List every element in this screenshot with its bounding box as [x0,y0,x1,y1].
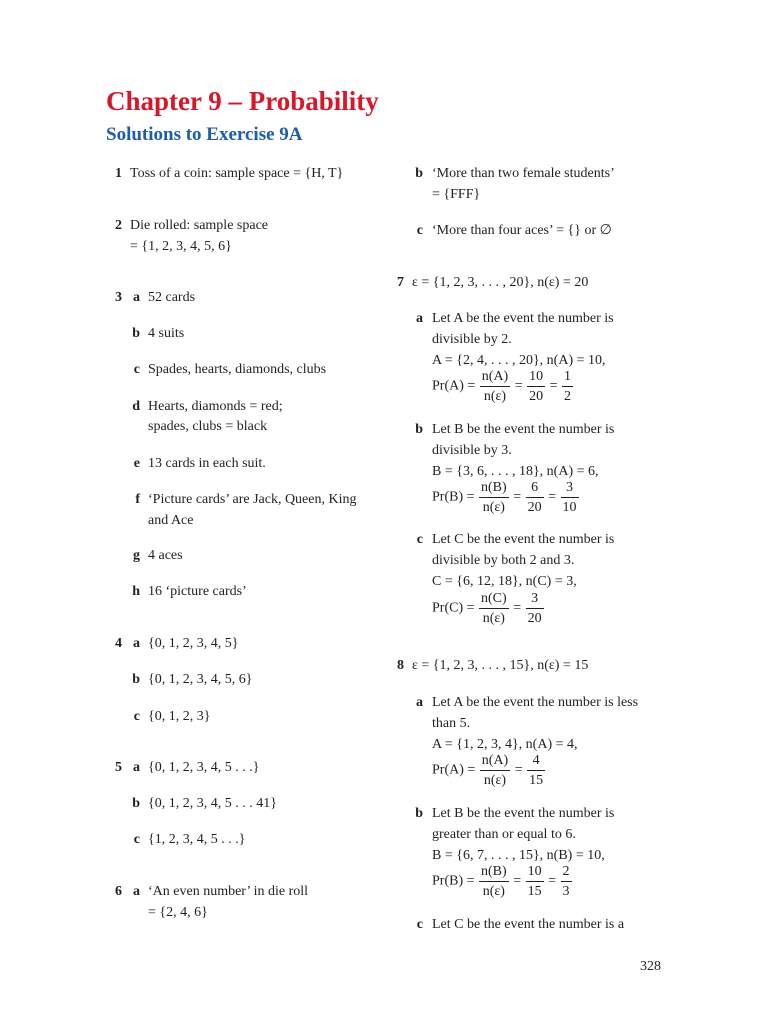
part-text: divisible by 3. [432,443,512,458]
answer-text: Toss of a coin: sample space = {H, T} [130,166,344,181]
fraction [479,478,509,517]
section-title: Solutions to Exercise 9A [106,124,303,145]
fraction [527,367,545,406]
fraction-denominator: 20 [527,611,542,626]
question-number: 6 [115,884,122,899]
eq-lhs: Pr(B) = [432,873,475,889]
part-text: Let C be the event the number is a [432,917,625,932]
part-letter: e [133,456,140,471]
probability-equation [432,367,574,406]
fraction-numerator: n(A) [480,751,510,771]
probability-equation [432,862,573,901]
part-text: {0, 1, 2, 3, 4, 5, 6} [148,672,253,687]
fraction-numerator: n(B) [479,862,509,882]
fraction-denominator: n(ε) [482,884,505,899]
part-letter: b [132,796,140,811]
part-text: A = {1, 2, 3, 4}, n(A) = 4, [432,737,578,752]
fraction-denominator: n(ε) [482,611,505,626]
answer-text: = {1, 2, 3, 4, 5, 6} [130,239,232,254]
part-letter: a [133,290,140,305]
question-number: 1 [115,166,122,181]
fraction-numerator: 2 [561,862,572,882]
eq-lhs: Pr(A) = [432,762,476,778]
question-number: 2 [115,218,122,233]
part-text: A = {2, 4, . . . , 20}, n(A) = 10, [432,353,606,368]
part-text: divisible by 2. [432,332,512,347]
equals-sign: = [514,378,523,394]
part-text: {0, 1, 2, 3, 4, 5 . . . 41} [148,796,277,811]
part-text: Let B be the event the number is [432,422,615,437]
part-text: Spades, hearts, diamonds, clubs [148,362,327,377]
equals-sign: = [513,873,522,889]
part-text: than 5. [432,716,471,731]
part-text: divisible by both 2 and 3. [432,553,575,568]
eq-lhs: Pr(A) = [432,378,476,394]
part-text: 52 cards [148,290,196,305]
part-text: Let A be the event the number is [432,311,614,326]
equals-sign: = [548,489,556,505]
fraction-numerator: 4 [527,751,545,771]
part-letter: g [133,548,140,563]
part-letter: b [415,806,423,821]
question-number: 7 [397,275,404,290]
part-letter: f [135,492,140,507]
fraction-denominator: 20 [529,389,544,404]
part-letter: b [415,166,423,181]
question-number: 3 [115,290,122,305]
fraction-denominator: 3 [562,884,570,899]
fraction-numerator: n(C) [479,589,509,609]
part-letter: d [132,399,140,414]
part-text: spades, clubs = black [148,419,268,434]
fraction [479,862,509,901]
fraction-denominator: 15 [529,773,544,788]
part-letter: c [416,532,423,547]
part-letter: b [132,326,140,341]
fraction [479,589,509,628]
question-header: ε = {1, 2, 3, . . . , 20}, n(ε) = 20 [412,275,589,290]
question-number: 4 [115,636,122,651]
part-text: = {FFF} [432,187,481,202]
part-text: = {2, 4, 6} [148,905,208,920]
fraction-denominator: 10 [562,500,577,515]
part-letter: c [133,362,140,377]
answer-text: Die rolled: sample space [130,218,269,233]
part-text: ‘More than four aces’ = {} or ∅ [432,223,612,238]
equals-sign: = [513,489,522,505]
question-header: ε = {1, 2, 3, . . . , 15}, n(ε) = 15 [412,658,589,673]
fraction-numerator: 3 [526,589,544,609]
part-text: {0, 1, 2, 3, 4, 5 . . .} [148,760,260,775]
part-letter: c [133,709,140,724]
fraction-numerator: 1 [562,367,573,387]
fraction [526,478,544,517]
fraction [561,478,579,517]
fraction-denominator: n(ε) [482,500,505,515]
fraction-numerator: n(B) [479,478,509,498]
question-number: 8 [397,658,404,673]
fraction [527,751,545,790]
part-text: 16 ‘picture cards’ [148,584,247,599]
eq-lhs: Pr(B) = [432,489,475,505]
part-text: 4 aces [148,548,183,563]
fraction-numerator: 3 [561,478,579,498]
part-text: B = {6, 7, . . . , 15}, n(B) = 10, [432,848,605,863]
page-number: 328 [640,959,661,974]
part-text: Let B be the event the number is [432,806,615,821]
part-letter: a [416,311,423,326]
equals-sign: = [548,873,556,889]
part-text: 13 cards in each suit. [148,456,266,471]
part-text: ‘More than two female students’ [432,166,615,181]
fraction [526,862,544,901]
fraction-denominator: 15 [527,884,542,899]
fraction-numerator: 6 [526,478,544,498]
fraction [526,589,544,628]
part-text: Let A be the event the number is less [432,695,639,710]
part-letter: a [133,760,140,775]
part-letter: b [415,422,423,437]
fraction [480,751,510,790]
fraction-denominator: n(ε) [483,773,507,788]
part-text: {0, 1, 2, 3} [148,709,211,724]
part-letter: a [133,884,140,899]
part-letter: h [132,584,140,599]
part-text: C = {6, 12, 18}, n(C) = 3, [432,574,577,589]
part-text: Hearts, diamonds = red; [148,399,283,414]
fraction [480,367,510,406]
part-letter: b [132,672,140,687]
part-letter: c [416,223,423,238]
fraction-denominator: n(ε) [483,389,507,404]
probability-equation [432,589,545,628]
part-letter: a [416,695,423,710]
fraction-numerator: 10 [526,862,544,882]
equals-sign: = [513,600,522,616]
part-text: 4 suits [148,326,185,341]
chapter-title: Chapter 9 – Probability [106,86,379,116]
part-text: ‘An even number’ in die roll [148,884,309,899]
part-text: {0, 1, 2, 3, 4, 5} [148,636,239,651]
part-text: {1, 2, 3, 4, 5 . . .} [148,832,246,847]
fraction-denominator: 2 [564,389,572,404]
part-text: B = {3, 6, . . . , 18}, n(A) = 6, [432,464,599,479]
probability-equation [432,751,546,790]
part-text: greater than or equal to 6. [432,827,576,842]
probability-equation [432,478,580,517]
equals-sign: = [549,378,558,394]
part-text: Let C be the event the number is [432,532,615,547]
equals-sign: = [514,762,523,778]
part-text: ‘Picture cards’ are Jack, Queen, King [148,492,357,507]
part-letter: c [133,832,140,847]
fraction-numerator: 10 [527,367,545,387]
eq-lhs: Pr(C) = [432,600,475,616]
part-letter: a [133,636,140,651]
part-letter: c [416,917,423,932]
fraction [562,367,573,406]
fraction [561,862,572,901]
part-text: and Ace [148,513,194,528]
fraction-denominator: 20 [527,500,542,515]
fraction-numerator: n(A) [480,367,510,387]
question-number: 5 [115,760,122,775]
